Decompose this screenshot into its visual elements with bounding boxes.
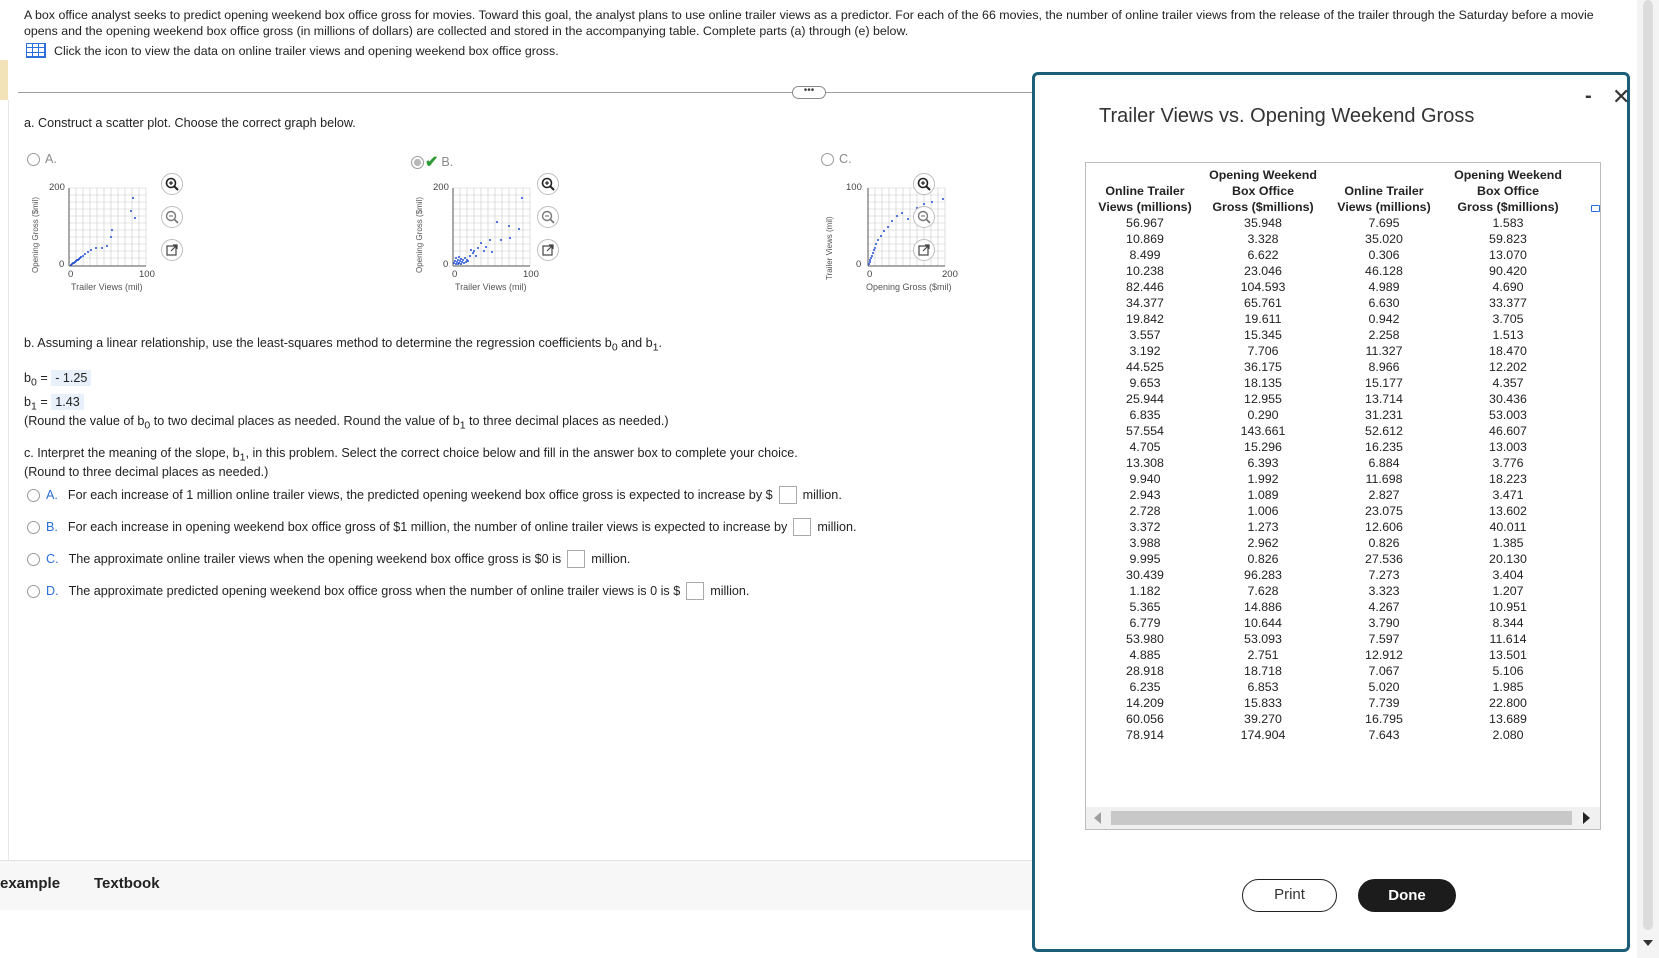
table-cell: 52.612: [1365, 424, 1403, 438]
table-column-header: Opening Weekend Box Office Gross ($millions): [1454, 168, 1562, 214]
table-cell: 31.231: [1365, 408, 1403, 422]
plot-b-xtick-left: 0: [452, 269, 458, 280]
table-cell: 1.513: [1492, 328, 1524, 342]
b1-answer[interactable]: 1.43: [51, 394, 84, 410]
table-cell: 13.501: [1489, 648, 1527, 662]
table-cell: 0.290: [1247, 408, 1279, 422]
table-cell: 16.235: [1365, 440, 1403, 454]
table-cell: 90.420: [1489, 264, 1527, 278]
table-cell: 7.695: [1368, 216, 1400, 230]
plot-a-ylabel: Opening Gross ($mil): [31, 196, 40, 273]
table-cell: 3.372: [1129, 520, 1161, 534]
choice-a-label: A.: [46, 488, 58, 502]
table-cell: 40.011: [1489, 520, 1527, 534]
table-cell: 18.223: [1489, 472, 1527, 486]
table-cell: 1.985: [1492, 680, 1524, 694]
scrollbar-thumb[interactable]: [1111, 811, 1572, 825]
plot-c-ytick-bottom: 0: [856, 259, 862, 270]
table-cell: 35.948: [1244, 216, 1282, 230]
table-cell: 19.842: [1126, 312, 1164, 326]
table-cell: 16.795: [1365, 712, 1403, 726]
b0-answer[interactable]: - 1.25: [51, 370, 91, 386]
part-b-round-note: (Round the value of $b_0$ to two decimal places as needed. Round the value of $b_1$ to three decimal places as needed.): [24, 414, 669, 432]
choice-b-label: B.: [46, 520, 58, 534]
table-cell: 44.525: [1126, 360, 1164, 374]
table-cell: 8.966: [1368, 360, 1400, 374]
table-cell: 1.992: [1247, 472, 1279, 486]
table-icon[interactable]: [26, 43, 46, 58]
table-cell: 7.706: [1247, 344, 1279, 358]
choice-c-label: C.: [46, 552, 59, 566]
choice-b-radio[interactable]: [27, 521, 40, 534]
dialog-title: Trailer Views vs. Opening Weekend Gross: [1099, 105, 1475, 127]
choice-a-text: For each increase of 1 million online trailer views, the predicted opening weekend box office gross is expected to increase by $: [67, 488, 773, 502]
plot-a-xlabel: Trailer Views (mil): [71, 282, 143, 292]
section-divider: [18, 92, 1038, 93]
data-link-text[interactable]: Click the icon to view the data on online trailer views and opening weekend box office gross.: [54, 43, 559, 58]
table-cell: 65.761: [1244, 296, 1282, 310]
table-cell: 2.943: [1129, 488, 1161, 502]
option-a-label: A.: [45, 152, 57, 166]
table-cell: 9.995: [1129, 552, 1161, 566]
table-cell: 3.557: [1129, 328, 1161, 342]
open-external-icon[interactable]: [161, 239, 183, 261]
table-cell: 25.944: [1126, 392, 1164, 406]
table-cell: 34.377: [1126, 296, 1164, 310]
choice-a-suffix: million.: [802, 488, 842, 502]
table-cell: 13.308: [1126, 456, 1164, 470]
table-cell: 3.776: [1492, 456, 1524, 470]
table-cell: 3.328: [1247, 232, 1279, 246]
page-scrollbar-thumb[interactable]: [1643, 0, 1653, 930]
table-cell: 10.951: [1489, 600, 1527, 614]
scatter-plot-b[interactable]: [412, 178, 582, 298]
horizontal-scrollbar[interactable]: [1086, 807, 1600, 829]
plot-a-ytick-bottom: 0: [59, 259, 65, 270]
zoom-out-icon[interactable]: [913, 206, 935, 228]
table-cell: 53.003: [1489, 408, 1527, 422]
plot-c-ytick-top: 100: [846, 182, 862, 193]
table-column-header: Opening Weekend Box Office Gross ($millions): [1209, 168, 1317, 214]
table-cell: 11.614: [1489, 632, 1527, 646]
option-c-radio[interactable]: [821, 153, 834, 166]
table-cell: 8.499: [1129, 248, 1161, 262]
table-cell: 30.436: [1489, 392, 1527, 406]
table-cell: 2.728: [1129, 504, 1161, 518]
plot-c-xtick-right: 200: [942, 269, 958, 280]
table-cell: 11.327: [1365, 344, 1403, 358]
table-cell: 59.823: [1489, 232, 1527, 246]
table-cell: 5.106: [1492, 664, 1524, 678]
choice-a-input[interactable]: [779, 486, 797, 504]
table-cell: 18.718: [1244, 664, 1282, 678]
table-cell: 28.918: [1126, 664, 1164, 678]
table-cell: 36.175: [1244, 360, 1282, 374]
table-cell: 15.345: [1244, 328, 1282, 342]
zoom-in-icon[interactable]: [161, 173, 183, 195]
table-cell: 8.344: [1492, 616, 1524, 630]
table-cell: 13.003: [1489, 440, 1527, 454]
table-cell: 4.357: [1492, 376, 1524, 390]
plot-b-ytick-bottom: 0: [443, 259, 449, 270]
option-c-label: C.: [839, 152, 852, 166]
table-cell: 23.046: [1244, 264, 1282, 278]
table-cell: 1.583: [1492, 216, 1524, 230]
plot-b-xlabel: Trailer Views (mil): [455, 282, 527, 292]
table-cell: 2.962: [1247, 536, 1279, 550]
table-cell: 12.202: [1489, 360, 1527, 374]
table-cell: 15.296: [1244, 440, 1282, 454]
table-cell: 2.258: [1368, 328, 1400, 342]
table-cell: 13.602: [1489, 504, 1527, 518]
option-a-radio[interactable]: [27, 153, 40, 166]
table-cell: 46.128: [1365, 264, 1403, 278]
table-cell: 6.235: [1129, 680, 1161, 694]
zoom-out-icon[interactable]: [537, 206, 559, 228]
zoom-in-icon[interactable]: [913, 173, 935, 195]
table-cell: 18.135: [1244, 376, 1282, 390]
table-cell: 39.270: [1244, 712, 1282, 726]
table-cell: 0.826: [1368, 536, 1400, 550]
table-cell: 6.779: [1129, 616, 1161, 630]
table-column: [1204, 167, 1322, 743]
choice-d-radio[interactable]: [27, 585, 40, 598]
option-c-header[interactable]: [821, 152, 852, 166]
option-b-header[interactable]: [411, 152, 453, 172]
table-cell: 15.177: [1365, 376, 1403, 390]
table-cell: 35.020: [1365, 232, 1403, 246]
b0-row: $b_0$ = - 1.25: [24, 370, 91, 389]
table-cell: 53.093: [1244, 632, 1282, 646]
table-cell: 9.653: [1129, 376, 1161, 390]
table-cell: 10.869: [1126, 232, 1164, 246]
table-cell: 13.714: [1365, 392, 1403, 406]
table-cell: 56.967: [1126, 216, 1164, 230]
choice-d[interactable]: [27, 582, 749, 600]
choice-b[interactable]: [27, 518, 857, 536]
part-c-prompt: c. Interpret the meaning of the slope, $b_1$, in this problem. Select the correct choice below and fill in the answer box to complete your choice.: [24, 446, 798, 464]
table-cell: 3.192: [1129, 344, 1161, 358]
table-column-header: Online Trailer Views (millions): [1337, 184, 1431, 214]
table-cell: 10.644: [1244, 616, 1282, 630]
print-button[interactable]: Print: [1242, 879, 1337, 912]
choice-a[interactable]: [27, 486, 842, 504]
choice-c[interactable]: [27, 550, 630, 568]
choice-b-suffix: million.: [817, 520, 857, 534]
example-link[interactable]: example: [0, 875, 61, 892]
table-cell: 2.080: [1492, 728, 1524, 742]
data-table-dialog: [1032, 72, 1630, 952]
table-cell: 12.606: [1365, 520, 1403, 534]
plot-b-ytick-top: 200: [433, 182, 449, 193]
table-cell: 6.630: [1368, 296, 1400, 310]
expand-ellipsis-button[interactable]: •••: [792, 86, 826, 99]
table-cell: 9.940: [1129, 472, 1161, 486]
option-b-label: B.: [441, 155, 454, 169]
table-cell: 7.628: [1247, 584, 1279, 598]
table-cell: 30.439: [1126, 568, 1164, 582]
table-cell: 1.273: [1247, 520, 1279, 534]
data-table-columns: [1086, 167, 1602, 743]
table-column: [1086, 167, 1204, 743]
scroll-down-icon[interactable]: [1643, 940, 1653, 946]
table-cell: 78.914: [1126, 728, 1164, 742]
data-link[interactable]: [26, 43, 559, 58]
plot-a-ytick-top: 200: [49, 182, 65, 193]
plot-b-canvas: [412, 178, 582, 298]
b1-row: $b_1 = 1.43$: [24, 394, 84, 413]
plot-c-canvas: [822, 178, 992, 308]
plot-c-xtick-left: 0: [867, 269, 873, 280]
choice-b-text: For each increase in opening weekend box office gross of $1 million, the number of online trailer views is expected to increase by: [67, 520, 788, 534]
table-cell: 5.020: [1368, 680, 1400, 694]
table-cell: 33.377: [1489, 296, 1527, 310]
option-b-radio[interactable]: [411, 156, 424, 169]
table-cell: 3.988: [1129, 536, 1161, 550]
problem-statement: A box office analyst seeks to predict opening weekend box office gross for movies. Toward this goal, the analyst plans to use online trailer views as a predictor. For each of the 66 movies, the number of online trailer views from the release of the trailer through the Saturday before a movie opens and the opening weekend box office gross (in millions of dollars) are collected and stored in the accompanying table. Complete parts (a) through (e) below.: [24, 8, 1594, 38]
done-button[interactable]: Done: [1358, 879, 1456, 912]
option-a-header[interactable]: [27, 152, 57, 166]
footer-bar: [0, 860, 1035, 910]
table-cell: 1.385: [1492, 536, 1524, 550]
choice-c-radio[interactable]: [27, 553, 40, 566]
table-cell: 18.470: [1489, 344, 1527, 358]
plot-a-xtick-left: 0: [68, 269, 74, 280]
scatter-plot-a[interactable]: [28, 178, 198, 298]
table-cell: 143.661: [1240, 424, 1286, 438]
plot-c-ylabel: Trailer Views (mil): [825, 216, 834, 280]
table-cell: 23.075: [1365, 504, 1403, 518]
choice-d-text: The approximate predicted opening weekend box office gross when the number of online trailer views is 0 is $: [68, 584, 681, 598]
table-column-header: Online Trailer Views (millions): [1098, 184, 1192, 214]
table-column: [1446, 167, 1570, 743]
table-cell: 1.207: [1492, 584, 1524, 598]
table-cell: 1.006: [1247, 504, 1279, 518]
open-external-icon[interactable]: [537, 239, 559, 261]
choice-c-suffix: million.: [591, 552, 631, 566]
copy-icon[interactable]: [1591, 205, 1600, 212]
table-cell: 6.884: [1368, 456, 1400, 470]
table-cell: 82.446: [1126, 280, 1164, 294]
choice-a-radio[interactable]: [27, 489, 40, 502]
table-cell: 12.955: [1244, 392, 1282, 406]
choice-b-input[interactable]: [793, 518, 811, 536]
table-cell: 1.089: [1247, 488, 1279, 502]
close-icon[interactable]: ✕: [1612, 84, 1631, 109]
table-cell: 15.833: [1244, 696, 1282, 710]
left-border-line: [8, 100, 9, 890]
table-cell: 104.593: [1240, 280, 1286, 294]
minimize-icon[interactable]: -: [1585, 85, 1592, 107]
table-cell: 4.267: [1368, 600, 1400, 614]
table-cell: 3.471: [1492, 488, 1524, 502]
table-cell: 3.705: [1492, 312, 1524, 326]
table-cell: 22.800: [1489, 696, 1527, 710]
table-cell: 174.904: [1240, 728, 1286, 742]
choice-d-suffix: million.: [710, 584, 750, 598]
table-cell: 3.790: [1368, 616, 1400, 630]
left-accent-bar: [0, 60, 8, 100]
part-c-round-note: (Round to three decimal places as needed.): [24, 465, 269, 479]
table-cell: 7.739: [1368, 696, 1400, 710]
table-cell: 27.536: [1365, 552, 1403, 566]
table-cell: 57.554: [1126, 424, 1164, 438]
table-cell: 10.238: [1126, 264, 1164, 278]
table-cell: 14.886: [1244, 600, 1282, 614]
table-cell: 6.393: [1247, 456, 1279, 470]
table-cell: 6.835: [1129, 408, 1161, 422]
table-cell: 2.827: [1368, 488, 1400, 502]
table-cell: 60.056: [1126, 712, 1164, 726]
part-b-prompt: b. Assuming a linear relationship, use the least-squares method to determine the regression coefficients $b_0$ and $b_1$.: [24, 336, 663, 354]
plot-c-xlabel: Opening Gross ($mil): [866, 282, 952, 292]
table-cell: 7.273: [1368, 568, 1400, 582]
page-scrollbar[interactable]: [1637, 0, 1659, 958]
table-cell: 0.306: [1368, 248, 1400, 262]
table-cell: 4.989: [1368, 280, 1400, 294]
table-cell: 46.607: [1489, 424, 1527, 438]
choice-c-input[interactable]: [567, 550, 585, 568]
table-cell: 3.404: [1492, 568, 1524, 582]
plot-b-xtick-right: 100: [523, 269, 539, 280]
table-cell: 7.643: [1368, 728, 1400, 742]
table-cell: 4.705: [1129, 440, 1161, 454]
checkmark-icon: ✔: [425, 154, 439, 171]
table-cell: 19.611: [1244, 312, 1282, 326]
table-cell: 2.751: [1247, 648, 1279, 662]
zoom-out-icon[interactable]: [161, 206, 183, 228]
part-a-prompt: a. Construct a scatter plot. Choose the correct graph below.: [24, 116, 356, 130]
data-table: [1085, 162, 1601, 830]
table-cell: 13.070: [1489, 248, 1527, 262]
table-cell: 3.323: [1368, 584, 1400, 598]
table-cell: 6.622: [1247, 248, 1279, 262]
textbook-link[interactable]: Textbook: [94, 875, 160, 892]
choice-c-text: The approximate online trailer views when the opening weekend box office gross is $0 is: [68, 552, 562, 566]
table-cell: 4.690: [1492, 280, 1524, 294]
table-cell: 12.912: [1365, 648, 1403, 662]
scatter-plot-c[interactable]: [822, 178, 992, 308]
table-cell: 13.689: [1489, 712, 1527, 726]
table-cell: 96.283: [1244, 568, 1282, 582]
table-cell: 7.597: [1368, 632, 1400, 646]
scroll-right-icon[interactable]: [1583, 812, 1590, 824]
table-cell: 5.365: [1129, 600, 1161, 614]
table-cell: 4.885: [1129, 648, 1161, 662]
table-cell: 11.698: [1365, 472, 1403, 486]
table-cell: 0.826: [1247, 552, 1279, 566]
plot-a-xtick-right: 100: [139, 269, 155, 280]
table-cell: 53.980: [1126, 632, 1164, 646]
choice-d-label: D.: [46, 584, 59, 598]
table-cell: 1.182: [1129, 584, 1161, 598]
plot-a-canvas: [28, 178, 198, 298]
scroll-left-icon[interactable]: [1094, 812, 1101, 824]
plot-b-ylabel: Opening Gross ($mil): [415, 196, 424, 273]
table-column: [1322, 167, 1446, 743]
open-external-icon[interactable]: [913, 239, 935, 261]
zoom-in-icon[interactable]: [537, 173, 559, 195]
table-cell: 6.853: [1247, 680, 1279, 694]
table-cell: 14.209: [1126, 696, 1164, 710]
table-cell: 0.942: [1368, 312, 1400, 326]
table-cell: 20.130: [1489, 552, 1527, 566]
table-cell: 7.067: [1368, 664, 1400, 678]
choice-d-input[interactable]: [686, 582, 704, 600]
